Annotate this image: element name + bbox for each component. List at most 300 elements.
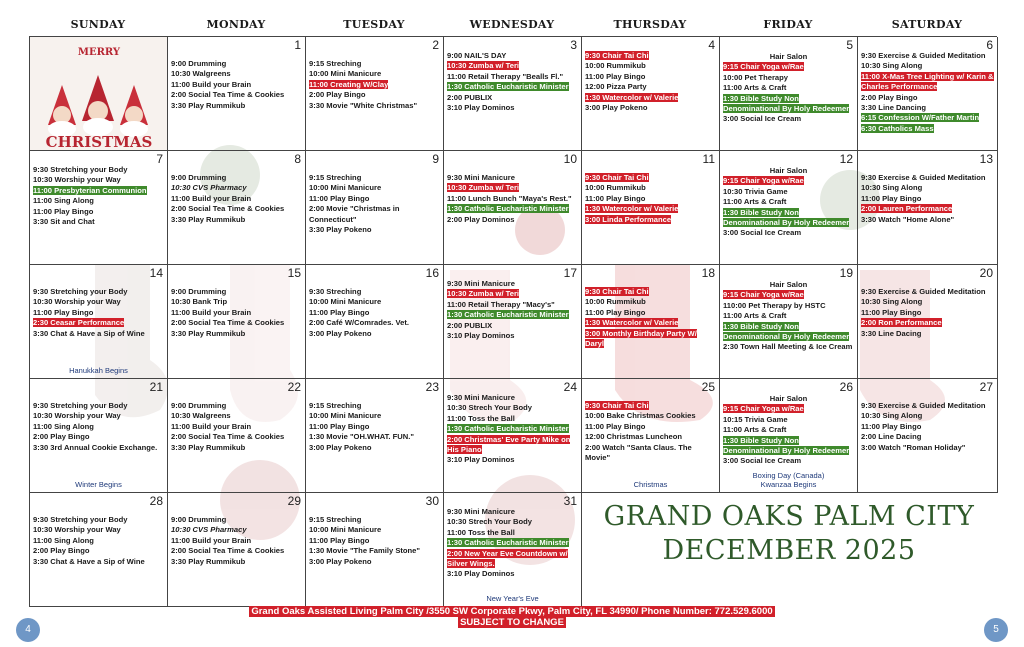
event-item	[447, 300, 578, 310]
day-number: 15	[287, 266, 301, 280]
event-highlight-red: 2:00 Lauren Performance	[861, 204, 953, 214]
event-item	[33, 165, 164, 175]
event-item	[585, 82, 716, 92]
event-item	[447, 331, 578, 341]
event-item	[309, 308, 440, 318]
event-item	[861, 329, 994, 339]
holiday-note: Boxing Day (Canada) Kwanzaa Begins	[752, 471, 825, 489]
day-cell	[720, 379, 858, 493]
day-number: 5	[846, 38, 853, 52]
event-item	[585, 72, 716, 82]
event-highlight-green: 1:30 Bible Study Non Denominational By Holy Redeemer	[723, 435, 850, 456]
event-highlight-green: 1:30 Bible Study Non Denominational By Holy Redeemer	[723, 207, 850, 228]
event-text: 3:30 Sit and Chat	[33, 217, 95, 227]
event-highlight-red: 9:15 Chair Yoga w/Rae	[723, 62, 804, 72]
event-text: 11:00 Arts & Craft	[723, 311, 787, 321]
event-item	[585, 51, 716, 61]
event-item	[33, 318, 164, 328]
event-item	[309, 90, 440, 100]
day-number: 14	[149, 266, 163, 280]
event-item	[723, 94, 854, 115]
event-text: 9:15 Streching	[309, 173, 362, 182]
day-number: 24	[563, 380, 577, 394]
event-item	[171, 297, 302, 307]
event-item	[33, 411, 164, 421]
event-text: 10:30 Worship your Way	[33, 525, 121, 535]
event-text: 11:00 Build your Brain	[171, 193, 252, 203]
event-item	[171, 432, 302, 442]
event-text: 10:30 Sing Along	[861, 411, 923, 421]
event-text: 2:00 Play Bingo	[33, 546, 90, 556]
event-item	[723, 208, 854, 229]
day-cell	[582, 265, 720, 379]
event-text: 11:00 Arts & Craft	[723, 425, 787, 435]
event-item	[861, 297, 994, 307]
event-item	[171, 101, 302, 111]
event-item	[585, 432, 716, 442]
event-text: 2:30 Town Hall Meeting & Ice Cream	[723, 342, 853, 352]
event-text: Hair Salon	[769, 280, 808, 289]
event-item	[861, 113, 994, 123]
event-item	[723, 342, 854, 352]
event-highlight-red: 2:30 Ceasar Performance	[33, 318, 125, 328]
event-text: 9:30 Stretching your Body	[33, 401, 128, 410]
event-item	[309, 183, 440, 193]
day-number: 17	[563, 266, 577, 280]
event-item	[447, 173, 578, 183]
event-text: 2:00 Café W/Comrades. Vet.	[309, 318, 410, 328]
event-item	[447, 72, 578, 82]
event-highlight-red: 2:00 New Year Eve Countdown w/ Silver Wings.	[447, 548, 568, 569]
event-text: 10:00 Rummikub	[585, 61, 646, 71]
event-text: 10:00 Bake Christmas Cookies	[585, 411, 696, 421]
event-text: Hair Salon	[769, 394, 808, 403]
event-list	[171, 401, 302, 453]
event-item	[585, 215, 716, 225]
event-list	[33, 401, 164, 453]
event-text: 2:00 Line Dacing	[861, 432, 922, 442]
day-number: 20	[979, 266, 993, 280]
day-number: 30	[425, 494, 439, 508]
event-list	[33, 165, 164, 227]
event-text: 9:30 Mini Manicure	[447, 279, 515, 288]
event-list	[585, 287, 716, 349]
event-item	[33, 287, 164, 297]
event-item	[723, 301, 854, 311]
event-highlight-green: 1:30 Catholic Eucharistic Minister	[447, 424, 569, 434]
event-item	[171, 515, 302, 525]
event-text: 3:10 Play Dominos	[447, 331, 515, 341]
event-list	[171, 287, 302, 339]
event-item	[723, 62, 854, 72]
event-text: 3:10 Play Dominos	[447, 103, 515, 113]
event-item	[723, 73, 854, 83]
event-text: 3:30 Line Dancing	[861, 103, 926, 113]
event-item	[171, 546, 302, 556]
holiday-note: New Year's Eve	[486, 594, 539, 603]
day-cell	[582, 151, 720, 265]
event-text: 11:00 Toss the Ball	[447, 413, 515, 423]
event-item	[861, 124, 994, 134]
event-text: 10:30 Strech Your Body	[447, 403, 532, 413]
event-item	[585, 329, 716, 350]
month-year: DECEMBER 2025	[662, 535, 916, 566]
event-list	[447, 51, 578, 113]
day-cell	[168, 379, 306, 493]
event-item	[447, 321, 578, 331]
event-item	[33, 525, 164, 535]
event-item	[447, 103, 578, 113]
event-item	[861, 215, 994, 225]
event-item	[309, 297, 440, 307]
event-item	[33, 443, 164, 453]
day-cell	[858, 37, 998, 151]
event-item	[585, 297, 716, 307]
event-item	[861, 318, 994, 328]
day-cell	[168, 151, 306, 265]
day-number: 4	[708, 38, 715, 52]
event-item	[171, 287, 302, 297]
event-text: 2:00 Watch "Santa Claus. The Movie"	[585, 442, 692, 463]
event-text: 2:00 Social Tea Time & Cookies	[171, 432, 285, 442]
event-text: 2:00 Social Tea Time & Cookies	[171, 204, 285, 214]
event-item	[585, 61, 716, 71]
event-item	[447, 279, 578, 289]
event-text: 3:30 Watch "Home Alone"	[861, 214, 955, 224]
event-list	[33, 287, 164, 339]
event-item	[309, 515, 440, 525]
event-item	[309, 422, 440, 432]
event-text: 3:00 Play Pokeno	[309, 556, 372, 566]
event-text: 11:00 Build your Brain	[171, 535, 252, 545]
event-text: 10:30 Walgreens	[171, 411, 231, 421]
event-text: 10:30 Sing Along	[861, 183, 923, 193]
event-list	[861, 287, 994, 339]
event-item	[723, 166, 854, 176]
event-item	[861, 72, 994, 93]
event-list	[861, 51, 994, 134]
day-number: 3	[570, 38, 577, 52]
merry-christmas-logo	[30, 37, 168, 151]
event-text: 3:00 Play Pokeno	[309, 442, 372, 452]
event-item	[585, 401, 716, 411]
day-number: 21	[149, 380, 163, 394]
event-item	[447, 61, 578, 71]
day-cell	[168, 493, 306, 607]
event-list	[723, 280, 854, 353]
event-item	[309, 401, 440, 411]
event-item	[171, 215, 302, 225]
event-text: 11:00 Play Bingo	[309, 307, 370, 317]
event-item	[861, 103, 994, 113]
event-text: 10:00 Pet Therapy	[723, 72, 788, 82]
event-item	[33, 546, 164, 556]
event-item	[723, 436, 854, 457]
event-text: 11:00 Arts & Craft	[723, 197, 787, 207]
event-highlight-green: 6:15 Confession W/Father Martin	[861, 113, 980, 123]
event-item	[309, 318, 440, 328]
event-item	[447, 51, 578, 61]
day-cell	[444, 379, 582, 493]
event-text: 11:00 Play Bingo	[585, 421, 646, 431]
event-item	[585, 93, 716, 103]
event-item	[723, 197, 854, 207]
day-cell	[720, 37, 858, 151]
day-cell	[858, 265, 998, 379]
event-item	[861, 432, 994, 442]
event-item	[33, 175, 164, 185]
event-item	[447, 215, 578, 225]
event-item	[447, 507, 578, 517]
event-item	[723, 290, 854, 300]
day-number: 7	[156, 152, 163, 166]
event-list	[171, 515, 302, 567]
day-number: 13	[979, 152, 993, 166]
weekday-friday: FRIDAY	[763, 18, 813, 31]
event-text: 3:30 Movie "White Christmas"	[309, 100, 418, 110]
event-item	[309, 432, 440, 442]
weekday-monday: MONDAY	[206, 18, 266, 31]
event-highlight-green: 6:30 Catholics Mass	[861, 123, 934, 133]
event-item	[447, 194, 578, 204]
event-item	[309, 225, 440, 235]
event-item	[171, 443, 302, 453]
event-list	[309, 401, 440, 453]
day-number: 26	[839, 380, 853, 394]
event-text: 9:00 Drumming	[171, 515, 227, 524]
event-item	[861, 443, 994, 453]
event-text: 3:00 Play Pokeno	[309, 328, 372, 338]
day-cell	[30, 265, 168, 379]
event-text: 2:00 Play Dominos	[447, 214, 515, 224]
weekday-tuesday: TUESDAY	[343, 18, 405, 31]
event-text: 2:00 Movie "Christmas in Connecticut"	[309, 204, 400, 224]
event-item	[171, 536, 302, 546]
event-text: 11:00 Build your Brain	[171, 79, 252, 89]
event-highlight-green: 11:00 Presbyterian Communion	[33, 185, 147, 195]
event-list	[447, 507, 578, 580]
event-item	[309, 536, 440, 546]
event-text: 3:30 Chat & Have a Sip of Wine	[33, 556, 145, 566]
event-item	[861, 204, 994, 214]
day-cell	[30, 493, 168, 607]
day-cell	[306, 265, 444, 379]
event-text: 3:10 Play Dominos	[447, 569, 515, 579]
event-text: 11:00 Play Bingo	[309, 193, 370, 203]
event-text: 3:00 Watch "Roman Holiday"	[861, 442, 966, 452]
calendar-title	[582, 500, 996, 590]
event-text: 2:00 Play Bingo	[861, 92, 918, 102]
event-list	[585, 51, 716, 113]
event-text: 3:10 Play Dominos	[447, 455, 515, 465]
event-text: 3:30 Line Dacing	[861, 328, 922, 338]
event-item	[723, 187, 854, 197]
day-number: 31	[563, 494, 577, 508]
event-text: 9:15 Streching	[309, 515, 362, 524]
event-list	[585, 401, 716, 463]
event-list	[447, 173, 578, 225]
event-item	[171, 194, 302, 204]
day-number: 29	[287, 494, 301, 508]
day-cell	[858, 379, 998, 493]
event-item	[309, 80, 440, 90]
event-item	[723, 83, 854, 93]
event-text: 3:00 Social Ice Cream	[723, 456, 802, 466]
event-text: 2:00 Play Bingo	[33, 432, 90, 442]
event-text: 11:00 Play Bingo	[309, 535, 370, 545]
event-highlight-green: 1:30 Catholic Eucharistic Minister	[447, 204, 569, 214]
event-item	[585, 173, 716, 183]
logo-line-merry: MERRY	[77, 47, 121, 58]
event-text: 11:00 Build your Brain	[171, 421, 252, 431]
event-item	[447, 204, 578, 214]
event-item	[33, 186, 164, 196]
page-number-right: 5	[984, 618, 1008, 642]
event-item	[309, 69, 440, 79]
event-text: 11:00 Toss the Ball	[447, 527, 515, 537]
event-item	[447, 414, 578, 424]
event-item	[309, 411, 440, 421]
day-cell	[30, 151, 168, 265]
event-item	[171, 318, 302, 328]
event-highlight-red: 10:30 Zumba w/ Teri	[447, 61, 520, 71]
event-highlight-red: 1:30 Watercolor w/ Valerie	[585, 92, 679, 102]
event-item	[585, 411, 716, 421]
event-text: 10:30 Sing Along	[861, 297, 923, 307]
event-text: 11:00 Play Bingo	[309, 421, 370, 431]
event-item	[309, 546, 440, 556]
event-text: 10:00 Mini Manicure	[309, 183, 382, 193]
event-item	[171, 422, 302, 432]
event-text: 9:30 Mini Manicure	[447, 393, 515, 402]
event-text: 10:00 Mini Manicure	[309, 69, 382, 79]
event-item	[585, 194, 716, 204]
event-highlight-red: 10:30 Zumba w/ Teri	[447, 183, 520, 193]
event-text: 9:30 Stretching your Body	[33, 515, 128, 524]
event-text: 1:30 Movie "OH.WHAT. FUN."	[309, 432, 414, 442]
event-item	[33, 308, 164, 318]
event-text: 9:00 Drumming	[171, 173, 227, 182]
event-text: 3:30 Play Rummikub	[171, 556, 246, 566]
event-list	[309, 59, 440, 111]
event-item	[171, 308, 302, 318]
event-text: 11:00 Play Bingo	[33, 206, 94, 216]
event-item	[723, 456, 854, 466]
event-text: 9:30 Exercise & Guided Meditation	[861, 401, 986, 410]
event-text: 3:00 Play Pokeno	[585, 103, 648, 113]
event-item	[447, 289, 578, 299]
event-item	[33, 207, 164, 217]
event-text: 11:00 Play Bingo	[585, 71, 646, 81]
weekday-saturday: SATURDAY	[891, 18, 963, 31]
event-item	[585, 287, 716, 297]
event-text: 9:30 Stretching your Body	[33, 165, 128, 174]
event-text: 11:00 Play Bingo	[585, 193, 646, 203]
event-text: 3:00 Social Ice Cream	[723, 228, 802, 238]
event-item	[447, 435, 578, 456]
event-item	[171, 173, 302, 183]
event-item	[309, 101, 440, 111]
event-text: 9:15 Streching	[309, 401, 362, 410]
event-highlight-red: 9:15 Chair Yoga w/Rae	[723, 290, 804, 300]
event-item	[723, 52, 854, 62]
event-item	[861, 422, 994, 432]
footer	[0, 606, 1024, 628]
event-item	[447, 93, 578, 103]
event-item	[309, 557, 440, 567]
event-item	[33, 196, 164, 206]
day-number: 6	[986, 38, 993, 52]
day-cell	[306, 493, 444, 607]
event-highlight-green: 1:30 Catholic Eucharistic Minister	[447, 310, 569, 320]
event-text: 3:00 Social Ice Cream	[723, 114, 802, 124]
event-text: 3:30 Play Rummikub	[171, 100, 246, 110]
event-text: 11:00 Play Bingo	[585, 307, 646, 317]
event-highlight-red: 9:15 Chair Yoga w/Rae	[723, 176, 804, 186]
event-list	[861, 401, 994, 453]
event-text: 2:00 PUBLIX	[447, 92, 493, 102]
event-item	[171, 69, 302, 79]
event-item	[171, 204, 302, 214]
event-text: 3:30 Chat & Have a Sip of Wine	[33, 328, 145, 338]
event-item	[861, 194, 994, 204]
event-text: 11:00 Arts & Craft	[723, 83, 787, 93]
event-highlight-red: 9:30 Chair Tai Chi	[585, 51, 649, 60]
event-item	[585, 422, 716, 432]
event-text: 9:30 Exercise & Guided Meditation	[861, 51, 986, 60]
event-text: 3:30 Play Rummikub	[171, 328, 246, 338]
event-highlight-red: 11:00 X-Mas Tree Lighting w/ Karin & Charles Performance	[861, 71, 994, 92]
event-item	[447, 403, 578, 413]
event-item	[447, 424, 578, 434]
event-item	[723, 425, 854, 435]
event-text: 3:30 Play Rummikub	[171, 442, 246, 452]
event-text: 11:00 Play Bingo	[861, 421, 922, 431]
event-item	[33, 297, 164, 307]
event-text: 9:30 Stretching your Body	[33, 287, 128, 296]
event-text: Hair Salon	[769, 52, 808, 61]
event-item	[447, 538, 578, 548]
event-item	[585, 204, 716, 214]
day-number: 1	[294, 38, 301, 52]
event-item	[171, 329, 302, 339]
day-cell	[582, 37, 720, 151]
day-cell	[30, 37, 168, 151]
event-item	[723, 114, 854, 124]
day-cell	[306, 37, 444, 151]
event-item	[171, 183, 302, 193]
event-item	[33, 329, 164, 339]
event-text: 9:30 Exercise & Guided Meditation	[861, 287, 986, 296]
event-item	[171, 90, 302, 100]
event-text: 1:30 Movie "The Family Stone"	[309, 546, 421, 556]
event-text: 2:00 Social Tea Time & Cookies	[171, 318, 285, 328]
event-item	[723, 322, 854, 343]
event-item	[447, 393, 578, 403]
event-text: 11:00 Retail Therapy "Macy's"	[447, 299, 555, 309]
event-text: 9:00 Drumming	[171, 59, 227, 68]
event-text: 10:30 Worship your Way	[33, 297, 121, 307]
event-text: 9:30 Mini Manicure	[447, 507, 515, 516]
event-text: 11:00 Play Bingo	[33, 307, 94, 317]
day-number: 11	[702, 152, 715, 166]
event-highlight-red: 3:00 Linda Performance	[585, 214, 672, 224]
holiday-note: Winter Begins	[75, 480, 122, 489]
event-item	[33, 422, 164, 432]
event-item	[447, 517, 578, 527]
event-highlight-red: 2:00 Christmas' Eve Party Mike on His Piano	[447, 434, 571, 455]
event-text: 11:00 Play Bingo	[861, 193, 922, 203]
